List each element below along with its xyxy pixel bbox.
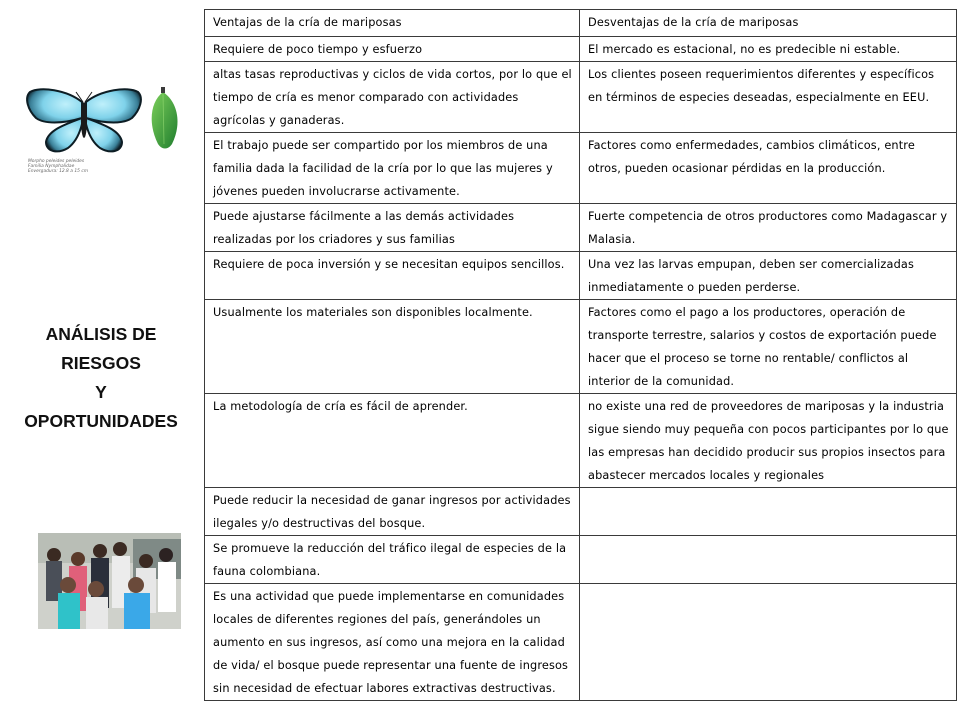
butterfly-figure [22, 84, 192, 189]
advantage-cell: La metodología de cría es fácil de aprender. [205, 394, 580, 488]
disadvantage-cell: Los clientes poseen requerimientos diferentes y específicos en términos de especies deseadas, especialmente en EEU. [580, 62, 957, 133]
table-row [205, 252, 957, 300]
community-photo [38, 533, 181, 629]
butterfly-caption [28, 158, 88, 174]
svg-text:Morpho peleides peleides: Morpho peleides peleides [28, 159, 85, 164]
disadvantage-cell: Factores como enfermedades, cambios climáticos, entre otros, pueden ocasionar pérdidas en la producción. [580, 133, 957, 204]
table-row [205, 133, 957, 204]
advantage-cell: Es una actividad que puede implementarse en comunidades locales de diferentes regiones del país, generándoles un aumento en sus ingresos, así como una mejora en la calidad de vida/ el bosque puede representar una fuente de ingresos sin necesidad de efectuar labores extractivas destructivas. [205, 584, 580, 701]
chrysalis-image [152, 87, 178, 149]
advantage-cell: Requiere de poca inversión y se necesitan equipos sencillos. [205, 252, 580, 300]
table-row [205, 204, 957, 252]
disadvantage-cell: Fuerte competencia de otros productores como Madagascar y Malasia. [580, 204, 957, 252]
page-title [8, 320, 194, 436]
disadvantage-cell: Una vez las larvas empupan, deben ser comercializadas inmediatamente o pueden perderse. [580, 252, 957, 300]
disadvantage-cell [580, 584, 957, 701]
title-line: ANÁLISIS DE [45, 324, 157, 344]
left-panel [0, 0, 204, 720]
butterfly-image [27, 89, 141, 151]
table-header-row [205, 10, 957, 37]
disadvantage-cell [580, 488, 957, 536]
title-line: OPORTUNIDADES [24, 411, 178, 431]
advantage-cell: Puede reducir la necesidad de ganar ingresos por actividades ilegales y/o destructivas del bosque. [205, 488, 580, 536]
disadvantage-cell: Factores como el pago a los productores, operación de transporte terrestre, salarios y costos de exportación puede hacer que el proceso se torne no rentable/ conflictos al interior de la comunidad. [580, 300, 957, 394]
disadvantage-cell: El mercado es estacional, no es predecible ni estable. [580, 37, 957, 62]
table-row [205, 62, 957, 133]
table-row [205, 300, 957, 394]
table-row [205, 37, 957, 62]
risks-opportunities-table [204, 9, 957, 701]
advantage-cell: altas tasas reproductivas y ciclos de vida cortos, por lo que el tiempo de cría es menor comparado con actividades agrícolas y ganaderas. [205, 62, 580, 133]
title-line: RIESGOS [61, 353, 141, 373]
advantage-cell: Requiere de poco tiempo y esfuerzo [205, 37, 580, 62]
svg-text:Envergadura: 12.8 a 15 cm: Envergadura: 12.8 a 15 cm [28, 169, 89, 174]
advantage-cell: Se promueve la reducción del tráfico ilegal de especies de la fauna colombiana. [205, 536, 580, 584]
svg-text:Familia Nymphalidae: Familia Nymphalidae [28, 164, 75, 169]
advantage-cell: Usualmente los materiales son disponibles localmente. [205, 300, 580, 394]
advantage-cell: Puede ajustarse fácilmente a las demás actividades realizadas por los criadores y sus familias [205, 204, 580, 252]
disadvantage-cell [580, 536, 957, 584]
advantage-cell: El trabajo puede ser compartido por los miembros de una familia dada la facilidad de la cría por lo que las mujeres y jóvenes pueden involucrarse activamente. [205, 133, 580, 204]
table-row [205, 584, 957, 701]
table-row [205, 394, 957, 488]
title-line: Y [95, 382, 107, 402]
header-advantages: Ventajas de la cría de mariposas [205, 10, 580, 37]
disadvantage-cell: no existe una red de proveedores de mariposas y la industria sigue siendo muy pequeña con pocos participantes por lo que las empresas han decidido producir sus propios insectos para abastecer mercados locales y regionales [580, 394, 957, 488]
header-disadvantages: Desventajas de la cría de mariposas [580, 10, 957, 37]
table-row [205, 488, 957, 536]
table-row [205, 536, 957, 584]
